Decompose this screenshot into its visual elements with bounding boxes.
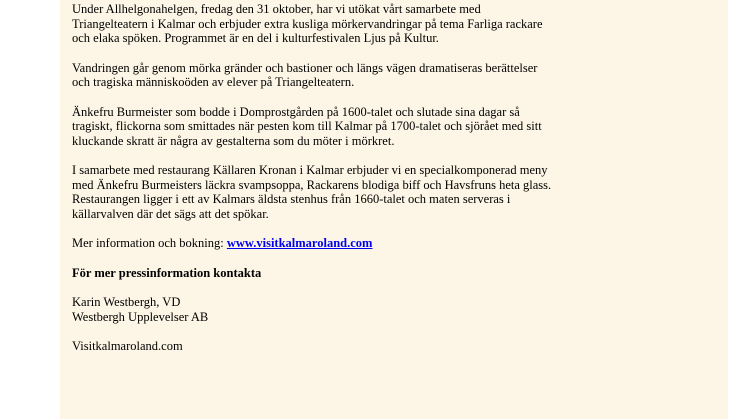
more-info-line xyxy=(72,236,722,251)
restaurant-paragraph: I samarbete med restaurang Källaren Kronan i Kalmar erbjuder vi en specialkomponerad meny med Änkefru Burmeisters läckra svampsoppa, Rackarens blodiga biff och Havsfruns heta glass. Restaurangen ligger i ett av Kalmars äldsta stenhus från 1660-talet och maten serveras i källarvalven där det sägs att det spökar. xyxy=(72,163,552,221)
contact-name: Karin Westbergh, VD xyxy=(72,295,181,309)
press-contact-heading: För mer pressinformation kontakta xyxy=(72,265,262,280)
contact-company: Westbergh Upplevelser AB xyxy=(72,309,209,324)
characters-paragraph: Änkefru Burmeister som bodde i Domprostgården på 1600-talet och slutade sina dagar så tragiskt, flickorna som smittades när pesten kom till Kalmar på 1700-talet och sjörået med sitt kluckande skratt är några av gestalterna som du möter i mörkret. xyxy=(72,104,542,148)
more-info-label: Mer information och bokning: xyxy=(72,236,227,250)
website-footer: Visitkalmaroland.com xyxy=(72,339,183,353)
press-release-body xyxy=(72,2,722,369)
intro-paragraph: Under Allhelgonahelgen, fredag den 31 oktober, har vi utökat vårt samarbete med Triangelteatern i Kalmar och erbjuder extra kusliga mörkervandringar på tema Farliga rackare och elaka spöken. Programmet är en del i kulturfestivalen Ljus på Kultur. xyxy=(72,2,543,45)
walk-paragraph: Vandringen går genom mörka gränder och bastioner och längs vägen dramatiseras berättelser och tragiska människoöden av elever på Triangelteatern. xyxy=(72,60,538,89)
website-link[interactable]: www.visitkalmaroland.com xyxy=(226,236,373,250)
